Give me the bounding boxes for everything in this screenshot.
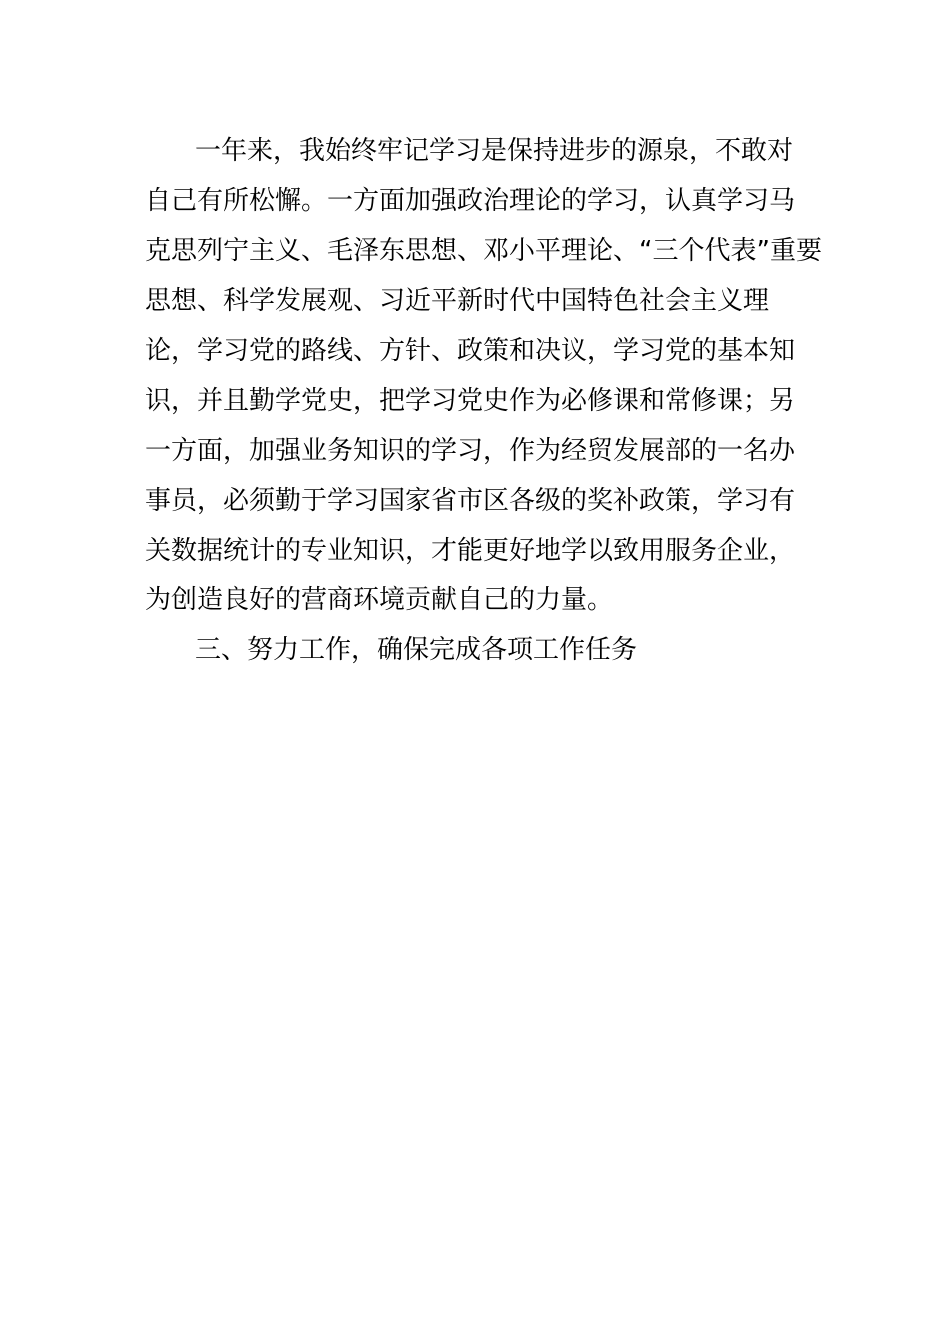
paragraph-line: 事员，必须勤于学习国家省市区各级的奖补政策，学习有 bbox=[145, 486, 796, 516]
paragraph-line: 一方面，加强业务知识的学习，作为经贸发展部的一名办 bbox=[145, 436, 796, 466]
paragraph-line: 为创造良好的营商环境贡献自己的力量。 bbox=[145, 585, 614, 615]
paragraph-line: 自己有所松懈。一方面加强政治理论的学习，认真学习马 bbox=[145, 186, 796, 216]
paragraph-line: 论，学习党的路线、方针、政策和决议，学习党的基本知 bbox=[145, 336, 796, 366]
paragraph-line: 关数据统计的专业知识，才能更好地学以致用服务企业， bbox=[145, 536, 796, 566]
paragraph-line: 克思列宁主义、毛泽东思想、邓小平理论、“三个代表”重要 bbox=[145, 236, 822, 266]
paragraph-line: 识，并且勤学党史，把学习党史作为必修课和常修课；另 bbox=[145, 386, 796, 416]
paragraph-line: 一年来，我始终牢记学习是保持进步的源泉，不敢对 bbox=[195, 136, 794, 166]
paragraph-line: 思想、科学发展观、习近平新时代中国特色社会主义理 bbox=[145, 286, 770, 316]
section-heading: 三、努力工作，确保完成各项工作任务 bbox=[195, 635, 638, 665]
